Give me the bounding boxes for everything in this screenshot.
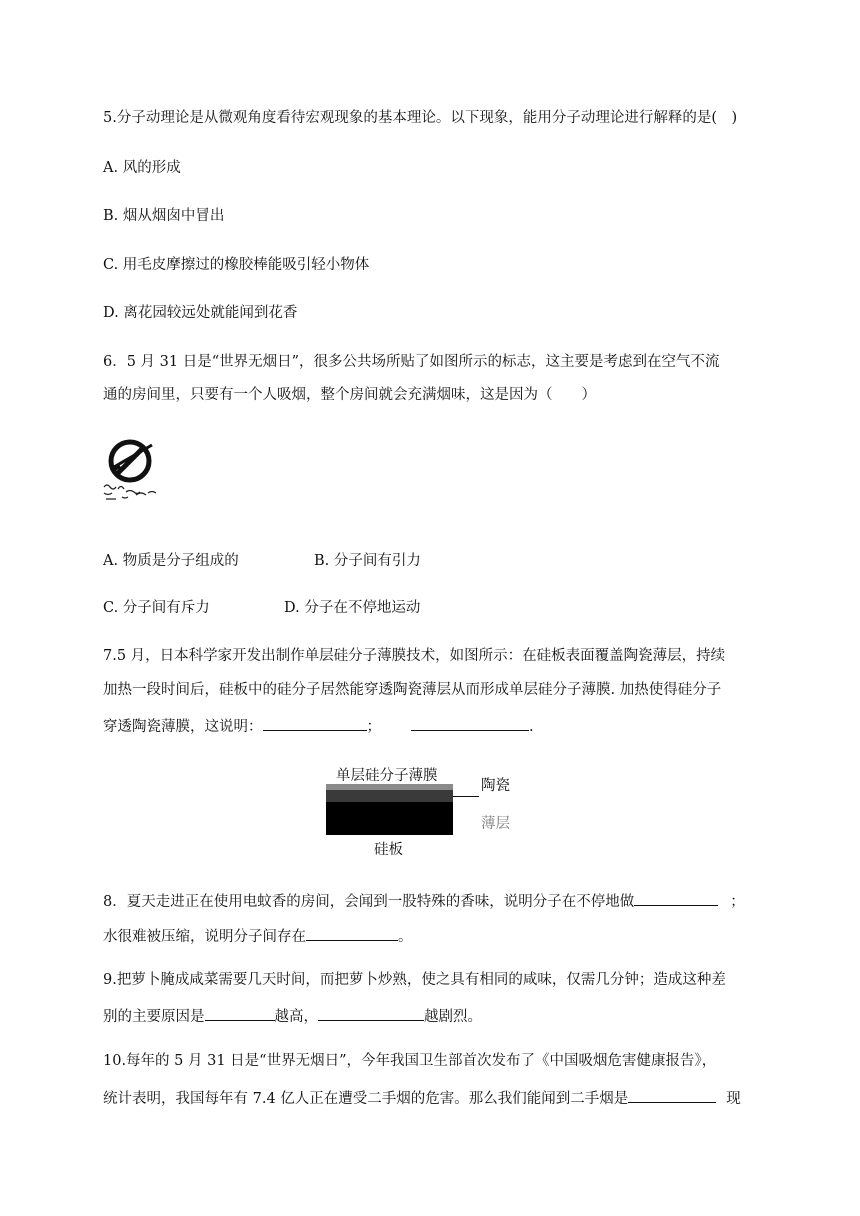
q7-end: . [529,719,534,735]
silicon-film-diagram [318,760,528,860]
ceramic-label: 陶瓷 [481,778,510,794]
q5-option-c: C. 用毛皮摩擦过的橡胶棒能吸引轻小物体 [103,257,370,273]
q6-option-a: A. 物质是分子组成的 [103,553,239,569]
q6-stem-line1: 6．5 月 31 日是“世界无烟日”，很多公共场所贴了如图所示的标志，这主要是考虑到在空气不流 [103,354,720,370]
q9-line2 [103,1004,482,1027]
q9-line2-mid: 越高， [274,1009,318,1025]
q9-line2-text: 别的主要原因是 [103,1009,205,1025]
q9-line1: 9.把萝卜腌成咸菜需要几天时间，而把萝卜炒熟，使之具有相同的咸味，仅需几分钟；造成这种差 [103,972,726,988]
answer-blank-6[interactable] [318,1004,424,1021]
no-smoking-sign-icon [100,437,164,507]
film-label: 单层硅分子薄膜 [336,768,438,784]
q6-stem-line2: 通的房间里，只要有一个人吸烟，整个房间就会充满烟味，这是因为（ ） [103,387,596,403]
q9-line2-end: 越剧烈。 [424,1009,482,1025]
answer-blank-2[interactable] [411,714,529,731]
answer-blank-3[interactable] [634,889,718,906]
ceramic-layer [326,790,453,802]
q8-line1-end: ； [730,894,745,910]
answer-blank-7[interactable] [628,1086,716,1103]
q8-line1 [103,889,745,912]
q5-option-d: D. 离花园较远处就能闻到花香 [103,305,298,321]
q10-line2-text: 统计表明，我国每年有 7.4 亿人正在遭受二手烟的危害。那么我们能闻到二手烟是 [103,1091,629,1107]
q7-separator: ； [366,719,381,735]
q5-stem: 5.分子动理论是从微观角度看待宏观现象的基本理论。以下现象，能用分子动理论进行解释的是( ) [103,110,738,126]
q5-option-a: A. 风的形成 [103,160,181,176]
q6-option-d: D. 分子在不停地运动 [284,600,421,616]
q10-line2 [103,1086,741,1109]
q7-stem-line2: 加热一段时间后，硅板中的硅分子居然能穿透陶瓷薄层从而形成单层硅分子薄膜. 加热使得硅分子 [103,682,722,698]
q8-line1-text: 8．夏天走进正在使用电蚊香的房间，会闻到一股特殊的香味，说明分子在不停地做 [103,894,635,910]
answer-blank-4[interactable] [306,924,398,941]
answer-blank-5[interactable] [205,1004,275,1021]
answer-blank-1[interactable] [263,714,367,731]
q8-line2 [103,924,413,947]
q8-line2-text: 水很难被压缩，说明分子间存在 [103,929,306,945]
q10-line2-end: 现 [726,1091,741,1107]
silicon-plate [326,802,453,835]
q10-line1: 10.每年的 5 月 31 日是“世界无烟日”，今年我国卫生部首次发布了《中国吸烟危害健康报告》， [103,1053,717,1069]
q6-option-b: B. 分子间有引力 [314,553,421,569]
pointer-line [453,796,479,797]
silicon-plate-label: 硅板 [374,842,403,858]
q8-line2-end: 。 [398,929,413,945]
q5-option-b: B. 烟从烟囱中冒出 [103,208,225,224]
ceramic-label-cut: 薄层 [481,816,510,832]
q7-stem-line3-prefix: 穿透陶瓷薄膜，这说明： [103,719,263,735]
q7-stem-line3 [103,714,534,737]
q6-option-c: C. 分子间有斥力 [103,600,210,616]
q7-stem-line1: 7.5 月，日本科学家开发出制作单层硅分子薄膜技术，如图所示：在硅板表面覆盖陶瓷薄层，持续 [103,648,726,664]
